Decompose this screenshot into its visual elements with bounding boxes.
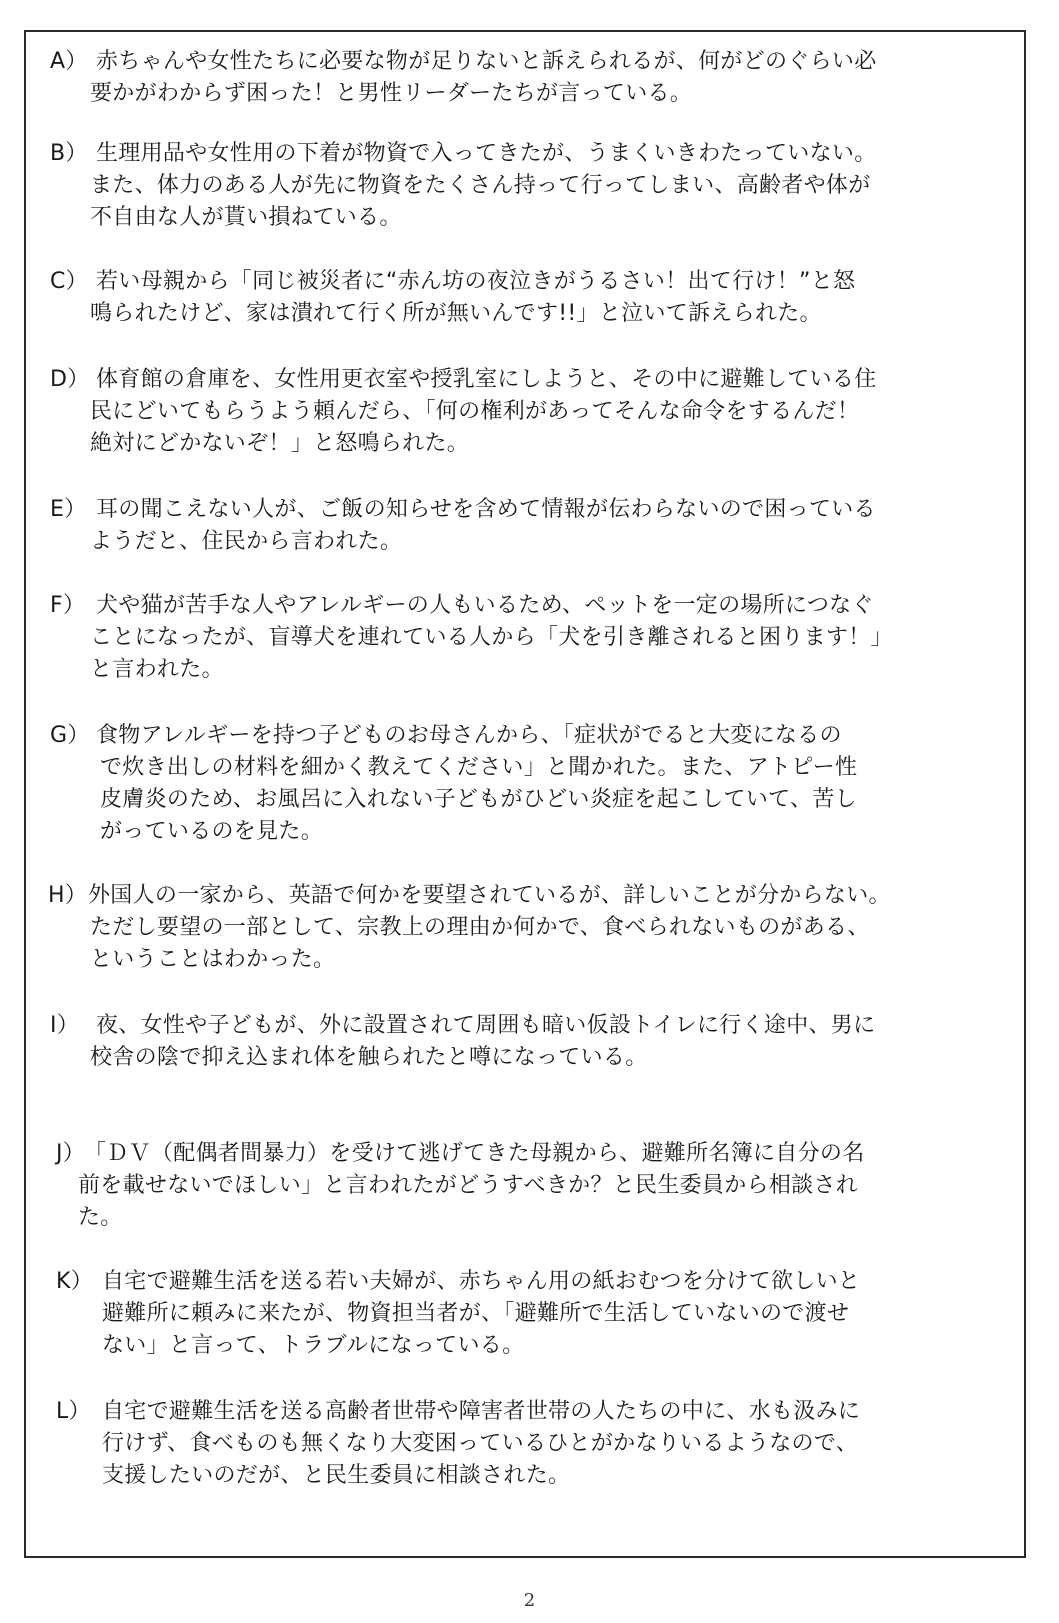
scenario-item-j <box>56 1138 865 1234</box>
item-label: E） <box>50 497 87 522</box>
item-line: ただし要望の一部として、宗教上の理由か何かで、食べられないものがある、 <box>90 915 870 940</box>
item-line: 校舎の陰で抑え込まれ体を触られたと噂になっている。 <box>90 1045 648 1070</box>
scenario-item-c <box>50 266 855 330</box>
item-label: A） <box>50 49 88 74</box>
item-line: 赤ちゃんや女性たちに必要な物が足りないと訴えられるが、何がどのぐらい必 <box>96 49 877 74</box>
item-line: 不自由な人が貰い損ねている。 <box>90 205 402 230</box>
item-line: ということはわかった。 <box>90 947 336 972</box>
item-label: H） <box>48 883 88 908</box>
item-line: ことになったが、盲導犬を連れている人から「犬を引き離されると困ります！」 <box>90 625 893 650</box>
item-label: F） <box>50 593 86 618</box>
item-line: た。 <box>78 1205 123 1230</box>
scenario-item-f <box>50 590 893 686</box>
item-line: 自宅で避難生活を送る高齢者世帯や障害者世帯の人たちの中に、水も汲みに <box>102 1399 861 1424</box>
page-number: 2 <box>523 1590 536 1611</box>
item-line: 絶対にどかないぞ！」と怒鳴られた。 <box>90 431 470 456</box>
item-line: と言われた。 <box>90 657 224 682</box>
item-line: ようだと、住民から言われた。 <box>90 529 403 554</box>
item-label: C） <box>50 269 88 294</box>
item-line: 若い母親から「同じ被災者に“赤ん坊の夜泣きがうるさい！出て行け！”と怒 <box>96 269 856 294</box>
scenario-item-h <box>48 880 891 976</box>
scenario-item-a <box>50 46 877 110</box>
item-line: 自宅で避難生活を送る若い夫婦が、赤ちゃん用の紙おむつを分けて欲しいと <box>102 1269 861 1294</box>
item-line: 要かがわからず困った！と男性リーダーたちが言っている。 <box>90 81 693 106</box>
item-line: 夜、女性や子どもが、外に設置されて周囲も暗い仮設トイレに行く途中、男に <box>96 1013 876 1038</box>
item-line: 体育館の倉庫を、女性用更衣室や授乳室にしようと、その中に避難している住 <box>96 367 877 392</box>
scenario-item-e <box>50 494 876 558</box>
item-line: 「ＤＶ（配偶者間暴力）を受けて逃げてきた母親から、避難所名簿に自分の名 <box>84 1141 865 1166</box>
item-line: 食物アレルギーを持つ子どものお母さんから、「症状がでると大変になるの <box>96 723 842 748</box>
item-label: L） <box>56 1399 91 1424</box>
item-label: D） <box>50 367 90 392</box>
item-line: 民にどいてもらうよう頼んだら、「何の権利があってそんな命令をするんだ！ <box>90 399 860 424</box>
item-label: G） <box>50 723 90 748</box>
item-line: ない」と言って、トラブルになっている。 <box>102 1333 525 1358</box>
item-label: B） <box>50 141 88 166</box>
item-line: がっているのを見た。 <box>100 819 324 844</box>
item-label: J） <box>56 1141 86 1166</box>
item-line: 皮膚炎のため、お風呂に入れない子どもがひどい炎症を起こしていて、苦し <box>100 787 857 812</box>
item-line: で炊き出しの材料を細かく教えてください」と聞かれた。また、アトピー性 <box>100 755 858 780</box>
item-line: 犬や猫が苦手な人やアレルギーの人もいるため、ペットを一定の場所につなぐ <box>96 593 874 618</box>
item-line: 前を載せないでほしい」と言われたがどうすべきか？と民生委員から相談され <box>78 1173 859 1198</box>
item-line: 行けず、食べものも無くなり大変困っているひとがかなりいるようなので、 <box>102 1431 859 1456</box>
item-label: K） <box>56 1269 94 1294</box>
item-line: 生理用品や女性用の下着が物資で入ってきたが、うまくいきわたっていない。 <box>96 141 877 166</box>
item-line: 鳴られたけど、家は潰れて行く所が無いんです!!」と泣いて訴えられた。 <box>90 301 822 326</box>
item-label: I） <box>50 1013 80 1038</box>
item-line: また、体力のある人が先に物資をたくさん持って行ってしまい、高齢者や体が <box>90 173 871 198</box>
item-line: 避難所に頼みに来たが、物資担当者が、「避難所で生活していないので渡せ <box>102 1301 850 1326</box>
scenario-item-d <box>50 364 877 460</box>
scenario-item-b <box>50 138 877 234</box>
scenario-item-i <box>50 1010 875 1074</box>
item-line: 外国人の一家から、英語で何かを要望されているが、詳しいことが分からない。 <box>88 883 891 908</box>
item-line: 支援したいのだが、と民生委員に相談された。 <box>102 1463 571 1488</box>
item-line: 耳の聞こえない人が、ご飯の知らせを含めて情報が伝わらないので困っている <box>96 497 876 522</box>
scenario-item-g <box>50 720 857 848</box>
scenario-item-k <box>56 1266 860 1362</box>
scenario-item-l <box>56 1396 860 1492</box>
